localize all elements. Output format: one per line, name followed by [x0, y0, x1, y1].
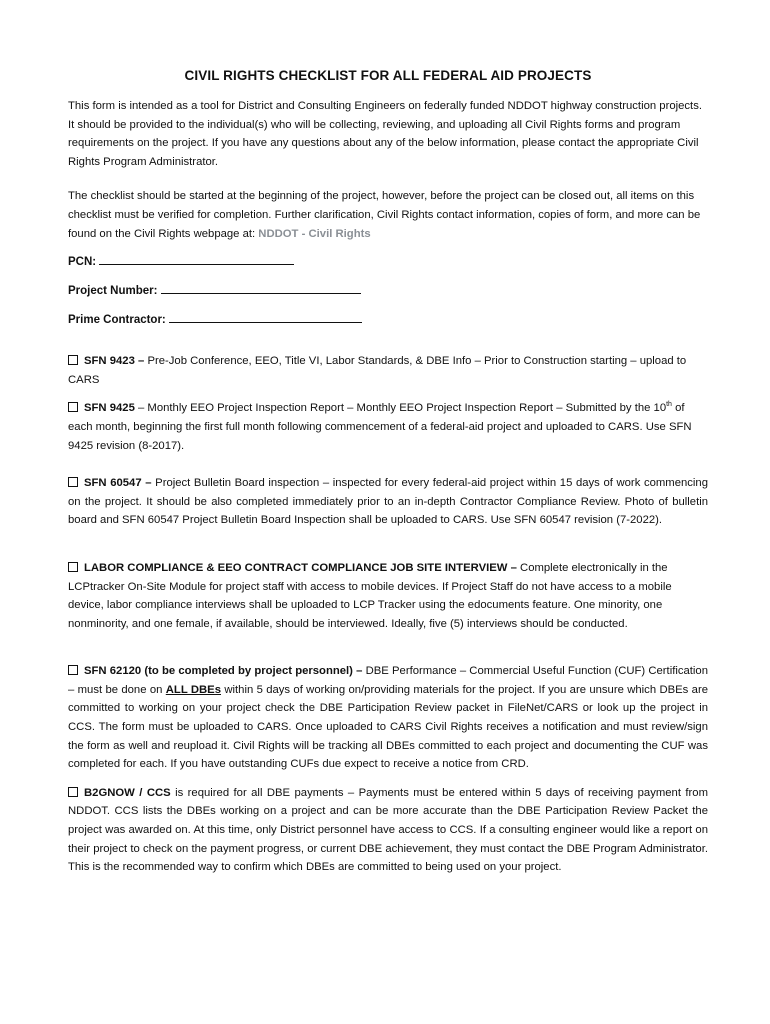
- project-number-field: [68, 282, 708, 301]
- item-labor-compliance: [68, 559, 708, 633]
- sfn-9425-superscript: th: [666, 401, 672, 409]
- pcn-input-line[interactable]: [99, 253, 294, 265]
- intro-text-1: This form is intended as a tool for District and Consulting Engineers on federally funded NDDOT highway construction projects. It should be provided to the individual(s) who will be collecting, reviewing, and uploading all Civil Rights forms and program requirements on the project. If you have any questions about any of the below information, please contact the appropriate Civil Rights Program Administrator.: [68, 100, 702, 168]
- checkbox-labor-compliance[interactable]: [68, 562, 78, 572]
- item-sfn-9425: [68, 399, 708, 455]
- labor-compliance-text: Complete electronically in the LCPtracker On-Site Module for project staff with access to mobile devices. If Project Staff do not have access to a mobile device, labor compliance interviews shall be uploaded to LCP Tracker using the edocuments feature. One minority, one nonminority, and one female, if available, should be interviewed. Ideally, five (5) interviews should be conducted.: [68, 561, 672, 630]
- sfn-62120-emphasis: ALL DBEs: [165, 683, 221, 696]
- sfn-62120-heading: SFN 62120 (to be completed by project personnel) –: [84, 665, 363, 678]
- prime-contractor-label: Prime Contractor:: [68, 314, 166, 327]
- pcn-field: [68, 253, 708, 272]
- labor-compliance-heading: LABOR COMPLIANCE & EEO CONTRACT COMPLIANCE JOB SITE INTERVIEW: [84, 561, 508, 574]
- project-number-label: Project Number:: [68, 285, 158, 298]
- item-b2gnow: [68, 784, 708, 877]
- sfn-9425-text-b: of each month, beginning the first full month following commencement of a federal-aid project and uploaded to CARS. Use SFN 9425 revision (8-2017).: [68, 402, 692, 452]
- checkbox-sfn-60547[interactable]: [68, 477, 78, 487]
- pcn-label: PCN:: [68, 256, 97, 269]
- checkbox-sfn-62120[interactable]: [68, 665, 78, 675]
- civil-rights-link[interactable]: NDDOT - Civil Rights: [258, 227, 371, 240]
- item-sfn-9423: [68, 352, 708, 389]
- intro-paragraph-2: [68, 187, 708, 243]
- intro-paragraph-1: [68, 97, 708, 171]
- checkbox-sfn-9425[interactable]: [68, 402, 78, 412]
- project-number-input-line[interactable]: [161, 282, 361, 294]
- prime-contractor-field: [68, 311, 708, 330]
- checkbox-b2gnow[interactable]: [68, 787, 78, 797]
- b2gnow-text: is required for all DBE payments – Payments must be entered within 5 days of receiving payment from NDDOT. CCS lists the DBEs working on a project and can be more accurate than the DBE Participation Review Packet the project was awarded on. At this time, only District personnel have access to CCS. If a consulting engineer would like a report on their project to check on the payment progress, or current DBE achievement, they must contact the DBE Program Administrator. This is the recommended way to confirm which DBEs are committed to being used on your project.: [68, 786, 708, 874]
- sfn-9425-heading: SFN 9425: [84, 402, 135, 415]
- item-sfn-60547: [68, 474, 708, 530]
- labor-compliance-dash: –: [510, 561, 517, 574]
- page-title: CIVIL RIGHTS CHECKLIST FOR ALL FEDERAL AID PROJECTS: [184, 68, 592, 83]
- b2gnow-heading: B2GNOW / CCS: [84, 786, 171, 799]
- sfn-9423-text: Pre-Job Conference, EEO, Title VI, Labor Standards, & DBE Info – Prior to Construction starting – upload to CARS: [68, 355, 687, 386]
- sfn-62120-text-b: within 5 days of working on/providing materials for the project. If you are unsure which DBEs are committed to working on your project check the DBE Participation Review packet in FileNet/CARS or look up the project in CCS. The form must be uploaded to CARS. Once uploaded to CARS Civil Rights receives a notification and must review/sign the form as well and reupload it. Civil Rights will be tracking all DBEs committed to each project and documenting the CUF was completed for each. If you have outstanding CUFs due expect to receive a notice from CRD.: [68, 683, 709, 771]
- sfn-9425-text-a: – Monthly EEO Project Inspection Report – Monthly EEO Project Inspection Report – Submitted by the 10: [138, 402, 667, 415]
- sfn-60547-heading: SFN 60547 –: [84, 477, 152, 490]
- intro-text-2: The checklist should be started at the beginning of the project, however, before the project can be closed out, all items on this checklist must be verified for completion. Further clarification, Civil Rights contact information, copies of form, and more can be found on the Civil Rights webpage at:: [68, 190, 701, 240]
- sfn-60547-text: Project Bulletin Board inspection – inspected for every federal-aid project within 15 days of work commencing on the project. It should be also completed immediately prior to an in-depth Contractor Compliance Review. Photo of bulletin board and SFN 60547 Project Bulletin Board Inspection shall be uploaded to CARS. Use SFN 60547 revision (7-2022).: [68, 477, 708, 527]
- prime-contractor-input-line[interactable]: [169, 311, 362, 323]
- item-sfn-62120: [68, 662, 708, 774]
- document-page: [68, 68, 708, 877]
- checkbox-sfn-9423[interactable]: [68, 355, 78, 365]
- sfn-9423-heading: SFN 9423 –: [84, 355, 145, 368]
- sfn-62120-text-a: DBE Performance – Commercial Useful Function (CUF) Certification – must be done on: [68, 665, 708, 696]
